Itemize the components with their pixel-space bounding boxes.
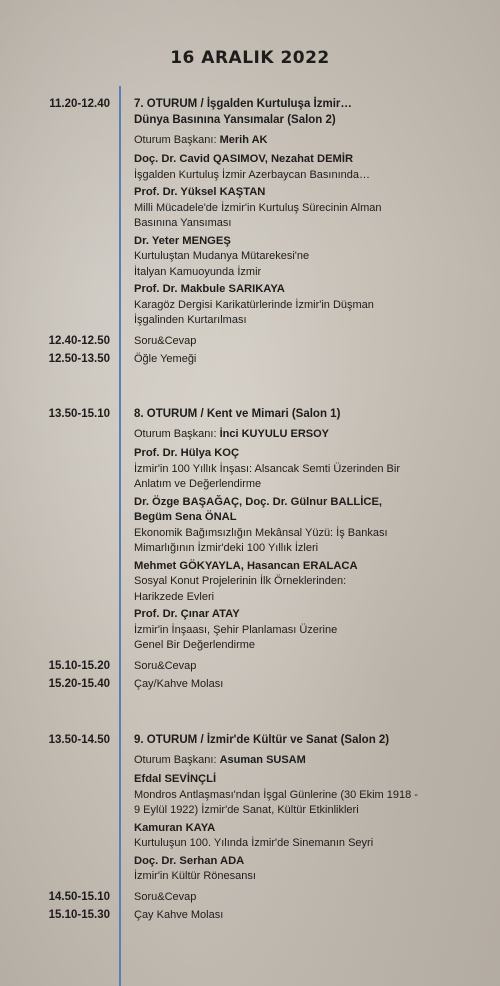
session-chair [134,426,484,442]
talk-title: Kurtuluşun 100. Yılında İzmir'de Sinemanın Seyri [134,837,374,849]
item-time: 14.50-15.10 [48,890,110,903]
talk-title: İzmir'in İnşaası, Şehir Planlaması Üzerine [134,623,338,636]
chair-label: Oturum Başkanı: [134,134,217,146]
talk-title: Anlatım ve Değerlendirme [134,478,262,490]
talk-title: İtalyan Kamuoyunda İzmir [134,265,262,278]
talk-title: İzmir'in 100 Yıllık İnşası: Alsancak Semti Üzerinden Bir [134,462,401,475]
talk-title: Genel Bir Değerlendirme [134,639,256,651]
session-title: 9. OTURUM / İzmir'de Kültür ve Sanat (Salon 2) [134,734,390,746]
speaker: Prof. Dr. Makbule SARIKAYA [134,283,285,295]
item-time: 15.10-15.30 [48,908,110,921]
item-time: 15.20-15.40 [48,677,110,690]
session-chair [134,132,484,148]
talk-title: Harikzede Evleri [134,590,215,603]
session-title: 8. OTURUM / Kent ve Mimari (Salon 1) [134,408,341,420]
chair-name: Merih AK [219,134,268,146]
speaker: Mehmet GÖKYAYLA, Hasancan ERALACA [134,559,358,572]
speaker: Prof. Dr. Yüksel KAŞTAN [134,186,266,198]
session-time: 13.50-14.50 [48,734,110,746]
item-label: Öğle Yemeği [134,352,197,365]
speaker: Prof. Dr. Çınar ATAY [134,608,240,620]
talk-title: Kurtuluştan Mudanya Mütarekesi'ne [134,250,310,262]
talk-title: Ekonomik Bağımsızlığın Mekânsal Yüzü: İş Bankası [134,526,388,539]
chair-label: Oturum Başkanı: [134,428,217,440]
session-9 [0,732,500,923]
session-title: 7. OTURUM / İşgalden Kurtuluşa İzmir… [134,98,352,110]
schedule-item [0,333,500,349]
talk-title: Mondros Antlaşması'ndan İşgal Günlerine (30 Ekim 1918 - [134,788,418,801]
speaker: Dr. Yeter MENGEŞ [134,234,231,247]
talk-title: İşgalden Kurtuluş İzmir Azerbaycan Basınında… [134,168,371,181]
item-label: Soru&Cevap [134,334,197,347]
schedule-item [0,658,500,674]
item-label: Çay Kahve Molası [134,908,224,921]
talk-title: İşgalinden Kurtarılması [134,314,247,326]
session-title-line2: Dünya Basınına Yansımalar (Salon 2) [134,114,336,126]
item-label: Soru&Cevap [134,890,197,903]
session-7 [0,96,500,367]
session-chair [134,752,484,768]
session-time: 11.20-12.40 [49,98,110,110]
speaker: Prof. Dr. Hülya KOÇ [134,447,240,459]
item-time: 12.40-12.50 [48,334,110,347]
schedule-item [0,351,500,367]
speaker: Dr. Özge BAŞAĞAÇ, Doç. Dr. Gülnur BALLİCE, [134,495,383,508]
speaker: Efdal SEVİNÇLİ [134,773,217,785]
item-label: Soru&Cevap [134,659,197,672]
speaker: Doç. Dr. Cavid QASIMOV, Nezahat DEMİR [134,153,354,165]
page-title: 16 ARALIK 2022 [170,48,330,68]
schedule-item [0,676,500,692]
item-time: 15.10-15.20 [48,659,110,672]
speaker: Doç. Dr. Serhan ADA [134,854,245,867]
chair-label: Oturum Başkanı: [134,754,217,766]
schedule-item [0,889,500,905]
talk-title: Mimarlığının İzmir'deki 100 Yıllık İzleri [134,542,319,554]
talk-title: Karagöz Dergisi Karikatürlerinde İzmir'in Düşman [134,298,374,311]
talk-title: İzmir'in Kültür Rönesansı [134,870,256,882]
chair-name: İnci KUYULU ERSOY [219,428,330,440]
item-time: 12.50-13.50 [48,352,110,365]
session-8 [0,406,500,692]
speaker: Begüm Sena ÖNAL [134,511,237,523]
talk-title: Basınına Yansıması [134,217,232,229]
talk-title: Sosyal Konut Projelerinin İlk Örneklerinden: [134,575,347,587]
item-label: Çay/Kahve Molası [134,677,224,690]
speaker: Kamuran KAYA [134,821,216,834]
talk-title: 9 Eylül 1922) İzmir'de Sanat, Kültür Etkinlikleri [134,804,359,816]
talk-title: Milli Mücadele'de İzmir'in Kurtuluş Sürecinin Alman [134,201,382,214]
session-time: 13.50-15.10 [48,408,110,420]
chair-name: Asuman SUSAM [219,754,306,766]
schedule-item [0,907,500,923]
